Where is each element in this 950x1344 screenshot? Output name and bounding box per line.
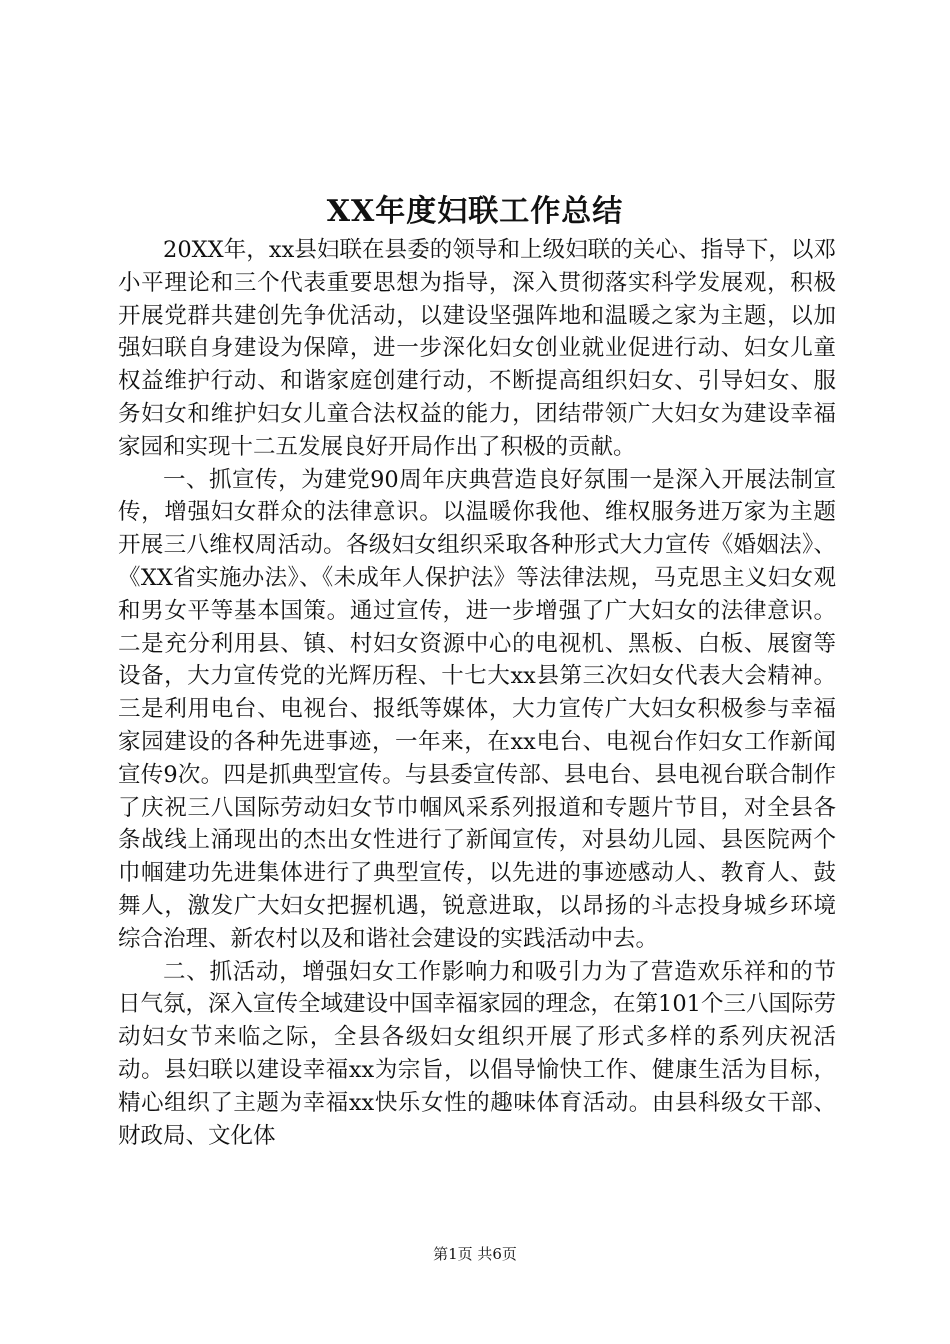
paragraph-intro: 20XX年，xx县妇联在县委的领导和上级妇联的关心、指导下，以邓小平理论和三个代表重要思想为指导，深入贯彻落实科学发展观，积极开展党群共建创先争优活动，以建设坚强阵地和温暖之家为主题，以加强妇联自身建设为保障，进一步深化妇女创业就业促进行动、妇女儿童权益维护行动、和谐家庭创建行动，不断提高组织妇女、引导妇女、服务妇女和维护妇女儿童合法权益的能力，团结带领广大妇女为建设幸福家园和实现十二五发展良好开局作出了积极的贡献。 [118, 237, 836, 460]
paragraph-section-1: 一、抓宣传，为建党90周年庆典营造良好氛围一是深入开展法制宣传，增强妇女群众的法律意识。以温暖你我他、维权服务进万家为主题开展三八维权周活动。各级妇女组织采取各种形式大力宣传《婚姻法》、《XX省实施办法》、《未成年人保护法》等法律法规，马克思主义妇女观和男女平等基本国策。通过宣传，进一步增强了广大妇女的法律意识。二是充分利用县、镇、村妇女资源中心的电视机、黑板、白板、展窗等设备，大力宣传党的光辉历程、十七大xx县第三次妇女代表大会精神。三是利用电台、电视台、报纸等媒体，大力宣传广大妇女积极参与幸福家园建设的各种先进事迹，一年来，在xx电台、电视台作妇女工作新闻宣传9次。四是抓典型宣传。与县委宣传部、县电台、县电视台联合制作了庆祝三八国际劳动妇女节巾帼风采系列报道和专题片节目，对全县各条战线上涌现出的杰出女性进行了新闻宣传，对县幼儿园、县医院两个巾帼建功先进集体进行了典型宣传，以先进的事迹感动人、教育人、鼓舞人，激发广大妇女把握机遇，锐意进取，以昂扬的斗志投身城乡环境综合治理、新农村以及和谐社会建设的实践活动中去。 [118, 466, 836, 952]
document-body [118, 234, 836, 1152]
paragraph-section-2: 二、抓活动，增强妇女工作影响力和吸引力为了营造欢乐祥和的节日气氛，深入宣传全域建设中国幸福家园的理念，在第101个三八国际劳动妇女节来临之际，全县各级妇女组织开展了形式多样的系列庆祝活动。县妇联以建设幸福xx为宗旨，以倡导愉快工作、健康生活为目标，精心组织了主题为幸福xx快乐女性的趣味体育活动。由县科级女干部、财政局、文化体 [118, 958, 836, 1149]
document-title: XX年度妇联工作总结 [326, 194, 624, 229]
page-number-footer: 第1页 共6页 [433, 1245, 517, 1263]
